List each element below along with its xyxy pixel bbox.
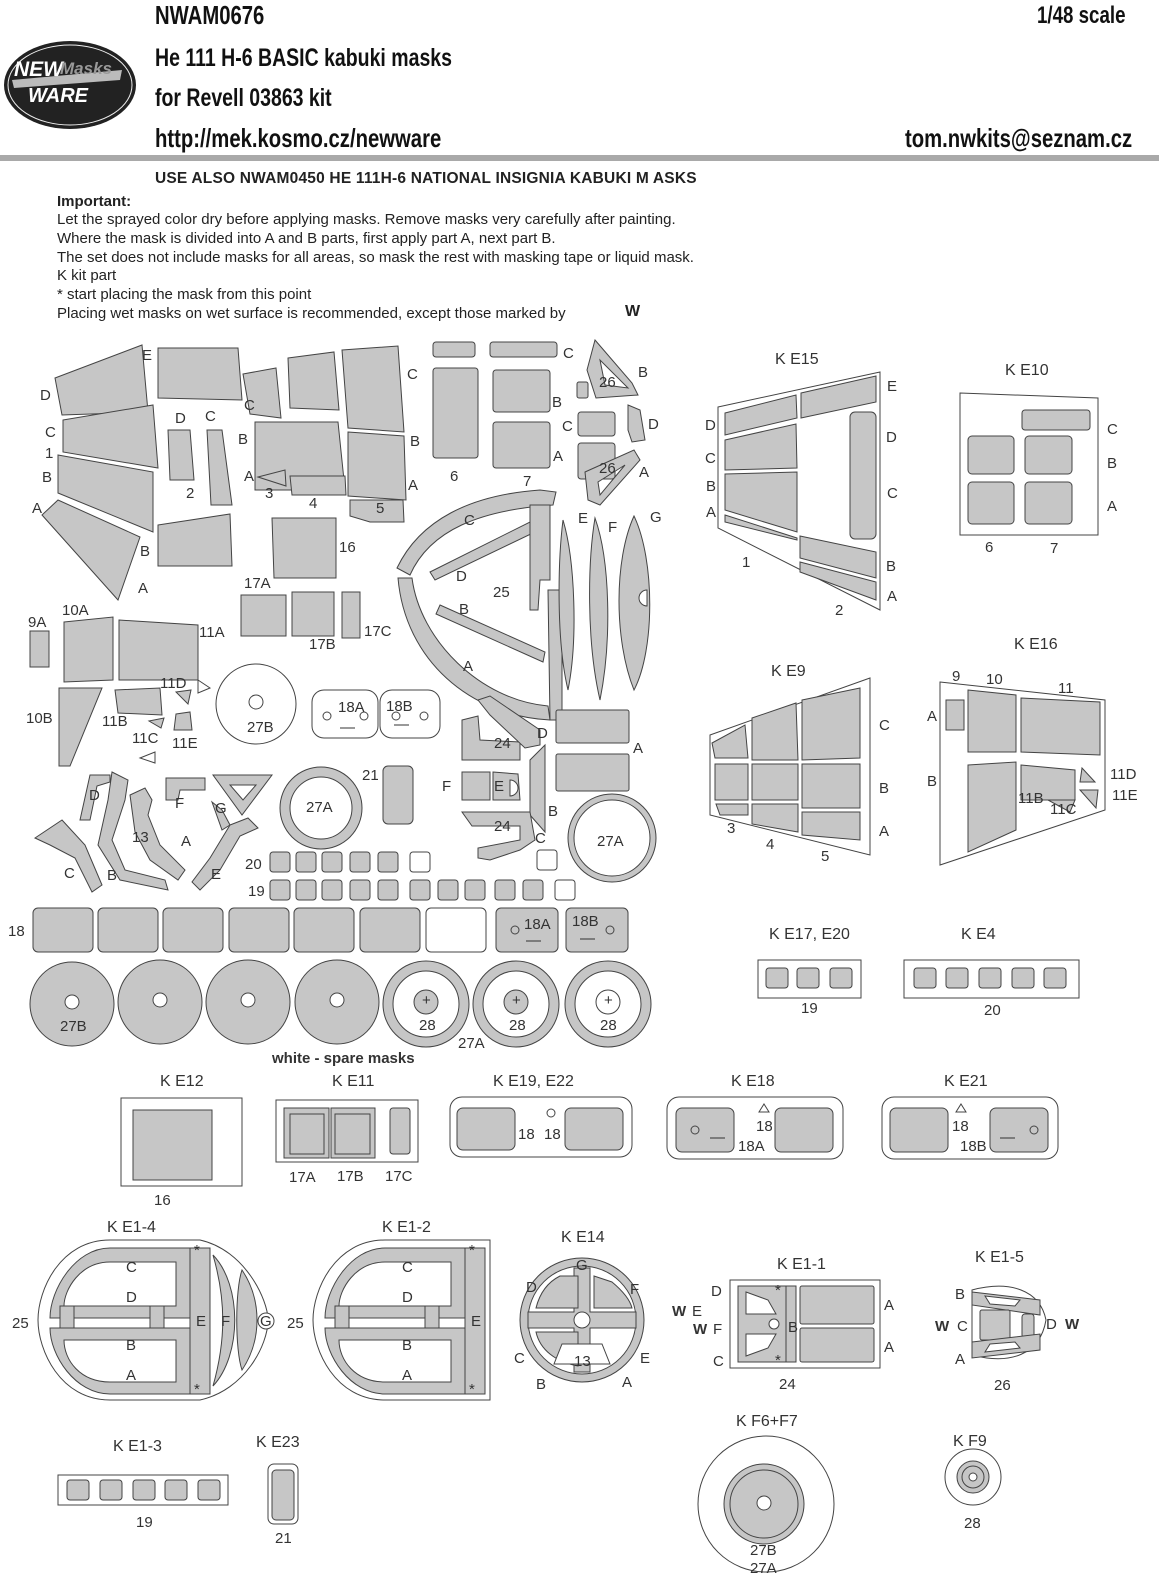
part-label: 11E <box>1112 787 1138 804</box>
part-label: A <box>622 1374 633 1391</box>
part-label: B <box>788 1319 799 1336</box>
part-label: D <box>175 410 186 427</box>
instruction-line: * start placing the mask from this point <box>57 286 312 303</box>
part-label: B <box>42 469 53 486</box>
part-label: E <box>196 1313 207 1330</box>
part-label: D <box>40 387 51 404</box>
part-label: 26 <box>994 1377 1011 1394</box>
diagram-e10 <box>960 393 1098 535</box>
product-code: NWAM0676 <box>155 0 265 30</box>
part-label: G <box>576 1257 588 1274</box>
part-label: A <box>138 580 149 597</box>
part-label: — <box>580 930 595 947</box>
part-label: D <box>537 725 548 742</box>
part-label: B <box>459 601 470 618</box>
part-label: K F9 <box>953 1433 987 1450</box>
part-label: B <box>548 803 559 820</box>
part-label: 11D <box>160 675 187 692</box>
part-label: E <box>471 1313 482 1330</box>
part-label: 24 <box>494 735 511 752</box>
part-label: E <box>692 1303 703 1320</box>
part-label: 19 <box>136 1514 153 1531</box>
part-label: 28 <box>509 1017 526 1034</box>
part-label: 27A <box>458 1035 485 1052</box>
part-label: 24 <box>494 818 511 835</box>
part-label: 11C <box>1050 801 1077 818</box>
part-label: E <box>887 378 898 395</box>
part-label: K E14 <box>561 1229 605 1246</box>
part-label: * <box>775 1282 781 1299</box>
part-label: G <box>260 1313 272 1330</box>
part-label: W <box>1065 1316 1080 1333</box>
part-label: B <box>126 1337 137 1354</box>
part-label: 25 <box>493 584 510 601</box>
part-label: 17C <box>364 623 392 640</box>
part-label: 21 <box>362 767 379 784</box>
part-label: K E1-2 <box>382 1219 431 1236</box>
part-label: 19 <box>248 883 265 900</box>
instruction-line: Let the sprayed color dry before applying masks. Remove masks very carefully after painting. <box>57 211 676 228</box>
part-label: 25 <box>287 1315 304 1332</box>
part-label: + <box>604 992 613 1009</box>
part-label: 2 <box>835 602 844 619</box>
part-label: F <box>221 1313 231 1330</box>
part-label: 3 <box>265 485 274 502</box>
part-label: C <box>535 830 546 847</box>
part-label: 17B <box>309 636 336 653</box>
part-label: 11 <box>1058 680 1074 697</box>
part-label: A <box>884 1297 895 1314</box>
part-label: D <box>126 1289 137 1306</box>
website-url[interactable]: http://mek.kosmo.cz/newware <box>155 123 442 153</box>
part-label: 18B <box>960 1138 987 1155</box>
diagram-e1-4 <box>38 1240 274 1400</box>
part-label: K E4 <box>961 926 996 943</box>
part-label: + <box>422 992 431 1009</box>
part-label: 28 <box>419 1017 436 1034</box>
part-label: 16 <box>154 1192 171 1209</box>
part-label: 18 <box>518 1126 535 1143</box>
part-label: 18 <box>756 1118 773 1135</box>
part-label: K E10 <box>1005 362 1049 379</box>
part-label: B <box>410 433 421 450</box>
part-label: K E17, E20 <box>769 926 850 943</box>
part-label: D <box>711 1283 722 1300</box>
part-label: 11C <box>132 730 159 747</box>
part-label: K E15 <box>775 351 819 368</box>
part-label: 19 <box>801 1000 818 1017</box>
part-label: D <box>886 429 897 446</box>
part-label: 10A <box>62 602 89 619</box>
part-label: G <box>215 800 227 817</box>
part-label: 18B <box>386 698 413 715</box>
part-label: 7 <box>1050 540 1059 557</box>
part-label: 20 <box>245 856 262 873</box>
part-label: C <box>64 865 75 882</box>
part-label: 4 <box>766 836 775 853</box>
part-label: A <box>408 477 419 494</box>
part-label: * <box>775 1352 781 1369</box>
part-label: B <box>927 773 938 790</box>
part-label: C <box>244 397 255 414</box>
part-label: — <box>526 932 541 949</box>
part-label: K E1-1 <box>777 1256 826 1273</box>
diagram-e16 <box>940 682 1105 865</box>
part-label: B <box>552 394 563 411</box>
part-label: 27A <box>750 1560 777 1577</box>
part-label: 18A <box>524 916 551 933</box>
part-label: 6 <box>450 468 459 485</box>
part-label: B <box>638 364 649 381</box>
part-label: — <box>710 1129 725 1146</box>
part-label: 18A <box>338 699 365 716</box>
part-label: 18 <box>8 923 25 940</box>
part-label: C <box>464 512 475 529</box>
part-label: K E1-3 <box>113 1438 162 1455</box>
part-label: K E1-5 <box>975 1249 1024 1266</box>
part-label: 17C <box>385 1168 413 1185</box>
part-label: 10 <box>986 671 1003 688</box>
part-label: F <box>442 778 452 795</box>
part-label: D <box>402 1289 413 1306</box>
part-label: W <box>935 1318 950 1335</box>
part-label: A <box>244 468 255 485</box>
part-label: A <box>402 1367 413 1384</box>
part-label: K E19, E22 <box>493 1073 574 1090</box>
part-label: 28 <box>600 1017 617 1034</box>
part-label: 9A <box>28 614 47 631</box>
part-label: K E1-4 <box>107 1219 156 1236</box>
part-label: 13 <box>132 829 149 846</box>
diagram-e19-e22 <box>450 1097 632 1157</box>
notice-line: USE ALSO NWAM0450 HE 111H-6 NATIONAL INSIGNIA KABUKI M ASKS <box>155 170 697 187</box>
part-label: 18B <box>572 913 599 930</box>
part-label: * <box>469 1381 475 1398</box>
part-label: C <box>402 1259 413 1276</box>
logo-text-ware: WARE <box>28 85 88 107</box>
part-label: * <box>194 1242 200 1259</box>
part-label: 17B <box>337 1168 364 1185</box>
part-label: E <box>578 510 589 527</box>
part-label: 3 <box>727 820 736 837</box>
part-label: 2 <box>186 485 195 502</box>
part-label: 26 <box>599 460 616 477</box>
diagram-e17-e20 <box>758 960 861 998</box>
part-label: C <box>126 1259 137 1276</box>
part-label: C <box>705 450 716 467</box>
spare-note: white - spare masks <box>272 1050 415 1067</box>
part-label: — <box>340 719 355 736</box>
part-label: W <box>693 1321 708 1338</box>
part-label: A <box>639 464 650 481</box>
part-label: 1 <box>742 554 751 571</box>
part-label: B <box>706 478 717 495</box>
part-label: 11B <box>102 713 128 730</box>
instruction-line: K kit part <box>57 267 117 284</box>
part-label: B <box>238 431 249 448</box>
part-label: K E11 <box>332 1073 375 1090</box>
part-label: D <box>705 417 716 434</box>
diagram-e12 <box>121 1098 242 1186</box>
part-label: 11A <box>199 624 225 641</box>
part-label: 17A <box>289 1169 316 1186</box>
part-label: B <box>1107 455 1118 472</box>
diagram-e1-1 <box>730 1280 880 1368</box>
part-label: D <box>648 416 659 433</box>
part-label: C <box>45 424 56 441</box>
diagram-f9 <box>945 1449 1001 1505</box>
part-label: 28 <box>964 1515 981 1532</box>
part-label: 11D <box>1110 766 1137 783</box>
instruction-line: Placing wet masks on wet surface is recommended, except those marked by <box>57 305 566 322</box>
part-label: 11B <box>1018 790 1044 807</box>
contact-email[interactable]: tom.nwkits@seznam.cz <box>905 123 1133 153</box>
part-label: 25 <box>12 1315 29 1332</box>
part-label: 7 <box>523 473 532 490</box>
wet-mask-w-mark: W <box>625 303 641 320</box>
part-label: A <box>1107 498 1118 515</box>
part-label: D <box>89 787 100 804</box>
part-label: * <box>469 1242 475 1259</box>
part-label: C <box>562 418 573 435</box>
part-label: C <box>887 485 898 502</box>
part-label: B <box>536 1376 547 1393</box>
part-label: A <box>553 448 564 465</box>
part-label: 18 <box>544 1126 561 1143</box>
part-label: 26 <box>599 374 616 391</box>
part-label: 4 <box>309 495 318 512</box>
part-label: K E23 <box>256 1434 300 1451</box>
part-label: 6 <box>985 539 994 556</box>
part-label: 27A <box>597 833 624 850</box>
kit-subtitle: for Revell 03863 kit <box>155 84 332 112</box>
part-label: 18 <box>952 1118 969 1135</box>
part-label: 5 <box>376 500 385 517</box>
instruction-line: The set does not include masks for all areas, so mask the rest with masking tape or liquid mask. <box>57 249 694 266</box>
part-label: F <box>630 1281 640 1298</box>
part-label: D <box>1046 1316 1057 1333</box>
part-label: 9 <box>952 668 961 685</box>
part-label: 10B <box>26 710 53 727</box>
part-label: 5 <box>821 848 830 865</box>
part-label: 27B <box>60 1018 87 1035</box>
part-label: B <box>955 1286 966 1303</box>
part-label: K E9 <box>771 663 806 680</box>
part-label: + <box>512 992 521 1009</box>
part-label: E <box>640 1350 651 1367</box>
logo-text-new: NEW <box>14 58 63 81</box>
part-label: 27B <box>750 1542 777 1559</box>
part-label: K E21 <box>944 1073 988 1090</box>
part-label: * <box>194 1381 200 1398</box>
part-label: 17A <box>244 575 271 592</box>
part-label: A <box>879 823 890 840</box>
part-label: C <box>1107 421 1118 438</box>
part-label: E <box>494 778 505 795</box>
part-label: 11E <box>172 735 198 752</box>
part-label: 20 <box>984 1002 1001 1019</box>
part-label: 18A <box>738 1138 765 1155</box>
part-label: K E12 <box>160 1073 204 1090</box>
part-label: B <box>886 558 897 575</box>
product-title: He 111 H-6 BASIC kabuki masks <box>155 44 452 72</box>
part-label: A <box>884 1339 895 1356</box>
part-label: K F6+F7 <box>736 1413 798 1430</box>
part-label: A <box>927 708 938 725</box>
part-label: K E18 <box>731 1073 775 1090</box>
part-label: A <box>463 658 474 675</box>
logo-text-masks: Masks <box>60 59 112 78</box>
part-label: D <box>456 568 467 585</box>
part-label: B <box>140 543 151 560</box>
diagram-e11 <box>276 1100 418 1162</box>
part-label: F <box>175 795 185 812</box>
part-label: A <box>955 1351 966 1368</box>
part-label: A <box>706 504 717 521</box>
part-label: D <box>526 1279 537 1296</box>
wheel-hub-masks <box>30 960 651 1047</box>
part-label: C <box>407 366 418 383</box>
diagram-e15 <box>718 372 880 610</box>
part-label: A <box>887 588 898 605</box>
part-label: F <box>713 1321 723 1338</box>
part-label: A <box>633 740 644 757</box>
part-label: C <box>563 345 574 362</box>
small-square-masks <box>270 850 575 900</box>
part-label: G <box>650 509 662 526</box>
canopy-masks-middle <box>433 340 645 505</box>
part-label: C <box>713 1353 724 1370</box>
part-label: 24 <box>779 1376 796 1393</box>
instructions-heading: Important: <box>57 193 132 210</box>
part-label: 27B <box>247 719 274 736</box>
part-label: — <box>1000 1129 1015 1146</box>
part-label: 16 <box>339 539 356 556</box>
part-label: — <box>394 716 409 733</box>
part-label: 1 <box>45 445 54 462</box>
part-label: K E16 <box>1014 636 1058 653</box>
part-label: E <box>142 347 153 364</box>
part-label: F <box>608 519 618 536</box>
part-label: 13 <box>574 1353 591 1370</box>
part-label: 21 <box>275 1530 292 1547</box>
part-label: A <box>126 1367 137 1384</box>
part-label: W <box>672 1303 687 1320</box>
part-label: 27A <box>306 799 333 816</box>
scale-label: 1/48 scale <box>1037 2 1126 29</box>
diagram-e1-5 <box>972 1286 1046 1358</box>
diagram-e23 <box>268 1464 298 1524</box>
instruction-line: Where the mask is divided into A and B parts, first apply part A, next part B. <box>57 230 556 247</box>
diagram-e1-3 <box>58 1475 228 1505</box>
part-label: C <box>514 1350 525 1367</box>
part-label: C <box>205 408 216 425</box>
part-label: A <box>32 500 43 517</box>
part-label: B <box>402 1337 413 1354</box>
diagram-e4 <box>904 960 1079 998</box>
part-label: B <box>879 780 890 797</box>
part-label: C <box>879 717 890 734</box>
part-label: A <box>181 833 192 850</box>
part-label: C <box>957 1318 968 1335</box>
part-label: E <box>211 866 222 883</box>
part-label: B <box>107 867 118 884</box>
